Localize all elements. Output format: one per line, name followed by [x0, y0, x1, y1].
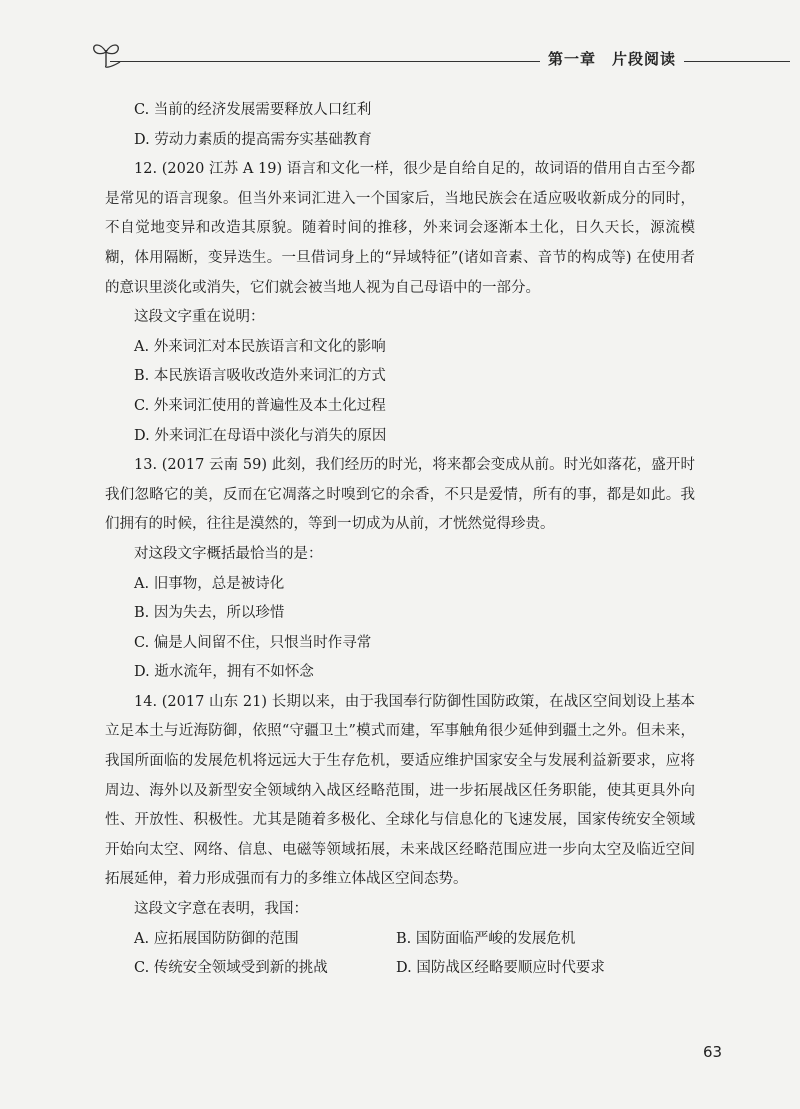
- page-number: 63: [703, 1043, 723, 1061]
- header-rule: [110, 61, 790, 62]
- q14-options-row-1: [105, 925, 695, 955]
- sprout-icon: [90, 36, 122, 72]
- q12-passage: 12. (2020 江苏 A 19) 语言和文化一样，很少是自给自足的，故词语的借用自古至今都是常见的语言现象。但当外来词汇进入一个国家后，当地民族会在适应吸收新成分的同时，不自觉地变异和改造其原貌。随着时间的推移，外来词会逐渐本土化，日久天长，源流模糊，体用隔断，变异迭生。一旦借词身上的“异域特征”(诸如音素、音节的构成等) 在使用者的意识里淡化或消失，它们就会被当地人视为自己母语中的一部分。: [105, 161, 695, 296]
- q14-option-c: C. 传统安全领域受到新的挑战: [134, 960, 328, 977]
- running-header: [90, 36, 790, 76]
- q14-option-a: A. 应拓展国防防御的范围: [134, 930, 299, 947]
- q12-option-c: C. 外来词汇使用的普遍性及本土化过程: [134, 397, 386, 414]
- q14-stem: 这段文字意在表明，我国：: [134, 901, 308, 918]
- q13-passage: 13. (2017 云南 59) 此刻，我们经历的时光，将来都会变成从前。时光如落花，盛开时我们忽略它的美，反而在它凋落之时嗅到它的余香，不只是爱情，所有的事，都是如此。我们拥有的时候，往往是漠然的，等到一切成为从前，才恍然觉得珍贵。: [105, 457, 695, 533]
- q13-option-d: D. 逝水流年，拥有不如怀念: [134, 664, 314, 681]
- q13-option-a: A. 旧事物，总是被诗化: [134, 575, 285, 592]
- q12-option-a: A. 外来词汇对本民族语言和文化的影响: [134, 338, 386, 355]
- q12-stem: 这段文字重在说明：: [134, 309, 265, 326]
- q12-option-d: D. 外来词汇在母语中淡化与消失的原因: [134, 427, 387, 444]
- q14-option-d: D. 国防战区经略要顺应时代要求: [396, 960, 605, 977]
- q13-option-c: C. 偏是人间留不住，只恨当时作寻常: [134, 634, 372, 651]
- q13-option-b: B. 因为失去，所以珍惜: [134, 605, 285, 622]
- q14-option-b: B. 国防面临严峻的发展危机: [396, 930, 576, 947]
- chapter-title: 第一章 片段阅读: [540, 48, 684, 69]
- q14-passage: 14. (2017 山东 21) 长期以来，由于我国奉行防御性国防政策，在战区空间划设上基本立足本土与近海防御，依照“守疆卫土”模式而建，军事触角很少延伸到疆土之外。但未来，我国所面临的发展危机将远远大于生存危机，要适应维护国家安全与发展利益新要求，应将周边、海外以及新型安全领域纳入战区经略范围，进一步拓展战区任务职能，使其更具外向性、开放性、积极性。尤其是随着多极化、全球化与信息化的飞速发展，国家传统安全领域开始向太空、网络、信息、电磁等领域拓展，未来战区经略范围应进一步向太空及临近空间拓展延伸，着力形成强而有力的多维立体战区空间态势。: [105, 693, 695, 888]
- prev-option-d: D. 劳动力素质的提高需夯实基础教育: [134, 131, 372, 148]
- page-content: [105, 96, 695, 984]
- q12-option-b: B. 本民族语言吸收改造外来词汇的方式: [134, 368, 386, 385]
- q14-options-row-2: [105, 954, 695, 984]
- q13-stem: 对这段文字概括最恰当的是：: [134, 545, 323, 562]
- prev-option-c: C. 当前的经济发展需要释放人口红利: [134, 102, 372, 118]
